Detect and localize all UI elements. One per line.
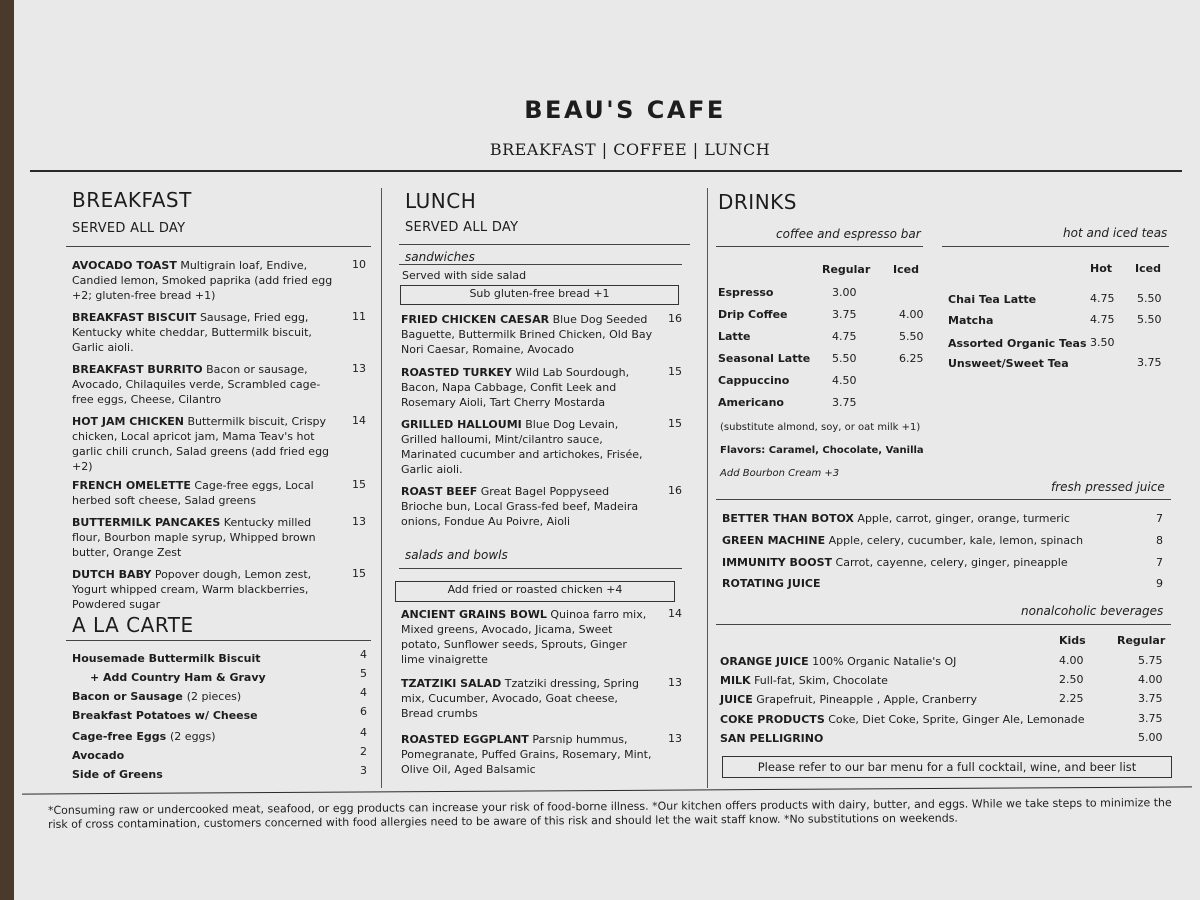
item-note: (2 eggs)	[170, 730, 216, 743]
item-name: TZATZIKI SALAD	[401, 677, 502, 690]
salads-rule	[399, 568, 682, 569]
chicken-box: Add fried or roasted chicken +4	[395, 581, 675, 602]
item-price: 16	[668, 312, 682, 325]
item-price: 14	[668, 607, 682, 620]
item-price: 13	[668, 676, 682, 689]
sandwiches-item	[401, 312, 653, 357]
item-desc: Apple, celery, cucumber, kale, lemon, spinach	[828, 534, 1084, 547]
na-regular: 5.75	[1138, 654, 1163, 667]
item-price: 13	[352, 515, 366, 528]
item-name: BREAKFAST BURRITO	[72, 363, 203, 376]
juice-item	[722, 555, 1068, 570]
alacarte-item	[72, 767, 163, 782]
sandwiches-note: Served with side salad	[402, 269, 527, 282]
item-price: 11	[352, 310, 366, 323]
juice-item	[722, 576, 821, 591]
item-desc: Cage-free eggs, Local herbed soft cheese, Salad greens	[72, 479, 314, 507]
item-price: 7	[1156, 512, 1163, 525]
item-name: Cage-free Eggs	[72, 730, 167, 743]
na-kids: 2.25	[1059, 692, 1084, 705]
item-price: 16	[668, 484, 682, 497]
na-label: nonalcoholic beverages	[1021, 604, 1164, 618]
breakfast-heading: BREAKFAST	[72, 188, 192, 212]
na-item	[720, 654, 956, 669]
sandwiches-rule	[399, 264, 682, 265]
coffee-name: Seasonal Latte	[718, 352, 811, 365]
item-desc: Great Bagel Poppyseed Brioche bun, Local Grass-fed beef, Madeira onions, Fondue Au Poivre, Aioli	[401, 485, 639, 528]
coffee-name: Americano	[718, 396, 784, 409]
item-price: 15	[352, 478, 366, 491]
breakfast-item	[72, 310, 340, 355]
coffee-regular: 3.75	[832, 308, 857, 321]
item-price: 15	[352, 567, 366, 580]
tea-hot: 4.75	[1090, 292, 1115, 305]
item-name: ROTATING JUICE	[722, 577, 821, 590]
item-desc: Sausage, Fried egg, Kentucky white cheddar, Buttermilk biscuit, Garlic aioli.	[72, 311, 312, 354]
coffee-col-regular: Regular	[822, 263, 871, 276]
coffee-regular: 4.75	[832, 330, 857, 343]
juice-item	[722, 511, 1070, 526]
milk-note: (substitute almond, soy, or oat milk +1)	[720, 422, 921, 433]
breakfast-rule	[66, 246, 371, 247]
juice-item	[722, 533, 1083, 548]
item-price: 4	[360, 648, 367, 661]
item-name: AVOCADO TOAST	[72, 259, 177, 272]
item-desc: Carrot, cayenne, celery, ginger, pineapple	[835, 556, 1068, 569]
bar-menu-box: Please refer to our bar menu for a full cocktail, wine, and beer list	[722, 756, 1172, 778]
item-name: SAN PELLIGRINO	[720, 732, 824, 745]
item-name: Side of Greens	[72, 768, 163, 781]
item-name: BUTTERMILK PANCAKES	[72, 516, 221, 529]
salads-item	[401, 676, 653, 721]
item-price: 10	[352, 258, 366, 271]
tea-name: Matcha	[948, 314, 994, 327]
item-desc: Multigrain loaf, Endive, Candied lemon, Smoked paprika (add fried egg +2; gluten-free bread +1)	[72, 259, 333, 302]
breakfast-item	[72, 414, 340, 474]
item-price: 13	[352, 362, 366, 375]
coffee-iced: 4.00	[899, 308, 924, 321]
lunch-rule	[399, 244, 690, 245]
item-price: 13	[668, 732, 682, 745]
sandwiches-item	[401, 365, 653, 410]
item-desc: Apple, carrot, ginger, orange, turmeric	[857, 512, 1070, 525]
item-name: GRILLED HALLOUMI	[401, 418, 522, 431]
item-name: ROASTED EGGPLANT	[401, 733, 529, 746]
juice-label: fresh pressed juice	[1051, 480, 1165, 494]
na-regular: 5.00	[1138, 731, 1163, 744]
coffee-col-iced: Iced	[893, 263, 919, 276]
breakfast-item	[72, 478, 340, 508]
juice-rule	[716, 499, 1171, 500]
item-name: HOT JAM CHICKEN	[72, 415, 184, 428]
salads-label: salads and bowls	[405, 548, 508, 562]
item-desc: Popover dough, Lemon zest, Yogurt whipped cream, Warm blackberries, Powdered sugar	[72, 568, 312, 611]
item-desc: Kentucky milled flour, Bourbon maple syrup, Whipped brown butter, Orange Zest	[72, 516, 316, 559]
coffee-name: Espresso	[718, 286, 774, 299]
item-price: 6	[360, 705, 367, 718]
item-name: Bacon or Sausage	[72, 690, 183, 703]
na-item	[720, 712, 1085, 727]
item-name: Breakfast Potatoes w/ Cheese	[72, 709, 258, 722]
na-regular: 4.00	[1138, 673, 1163, 686]
item-name: GREEN MACHINE	[722, 534, 826, 547]
item-name: ROASTED TURKEY	[401, 366, 512, 379]
item-price: 3	[360, 764, 367, 777]
na-kids: 4.00	[1059, 654, 1084, 667]
item-name: COKE PRODUCTS	[720, 713, 825, 726]
tea-col-hot: Hot	[1090, 262, 1113, 275]
item-price: 4	[360, 686, 367, 699]
item-desc: 100% Organic Natalie's OJ	[812, 655, 957, 668]
alacarte-item	[90, 670, 266, 685]
tea-hot: 3.50	[1090, 336, 1115, 349]
item-name: DUTCH BABY	[72, 568, 152, 581]
item-desc: Full-fat, Skim, Chocolate	[754, 674, 888, 687]
coffee-iced: 6.25	[899, 352, 924, 365]
gf-box: Sub gluten-free bread +1	[400, 285, 679, 305]
tea-name: Assorted Organic Teas	[948, 337, 1087, 350]
item-desc: Blue Dog Levain, Grilled halloumi, Mint/cilantro sauce, Marinated cucumber and artichokes, Frisée, Garlic aioli.	[401, 418, 643, 476]
na-rule	[716, 624, 1171, 625]
item-price: 5	[360, 667, 367, 680]
item-name: FRENCH OMELETTE	[72, 479, 191, 492]
alacarte-item	[72, 689, 241, 704]
item-name: Housemade Buttermilk Biscuit	[72, 652, 261, 665]
drinks-heading: DRINKS	[718, 190, 797, 214]
item-desc: Coke, Diet Coke, Sprite, Ginger Ale, Lemonade	[828, 713, 1085, 726]
na-item	[720, 673, 888, 688]
column-divider-2	[707, 188, 708, 788]
item-price: 8	[1156, 534, 1163, 547]
na-item	[720, 692, 977, 707]
coffee-iced: 5.50	[899, 330, 924, 343]
breakfast-served: SERVED ALL DAY	[72, 221, 186, 236]
item-price: 15	[668, 417, 682, 430]
item-desc: Parsnip hummus, Pomegranate, Puffed Grains, Rosemary, Mint, Olive Oil, Aged Balsamic	[401, 733, 652, 776]
item-name: FRIED CHICKEN CAESAR	[401, 313, 550, 326]
na-kids: 2.50	[1059, 673, 1084, 686]
item-note: (2 pieces)	[186, 690, 242, 703]
tea-label: hot and iced teas	[1063, 226, 1168, 240]
item-price: 2	[360, 745, 367, 758]
breakfast-item	[72, 362, 340, 407]
item-name: JUICE	[720, 693, 753, 706]
header-divider	[30, 170, 1182, 172]
coffee-regular: 3.75	[832, 396, 857, 409]
coffee-name: Cappuccino	[718, 374, 790, 387]
item-price: 14	[352, 414, 366, 427]
item-name: + Add Country Ham & Gravy	[90, 671, 266, 684]
coffee-label: coffee and espresso bar	[776, 227, 921, 241]
sandwiches-label: sandwiches	[405, 250, 475, 264]
item-price: 4	[360, 726, 367, 739]
alacarte-heading: A LA CARTE	[72, 613, 194, 637]
item-name: MILK	[720, 674, 751, 687]
alacarte-item	[72, 729, 216, 744]
coffee-rule	[716, 246, 923, 247]
item-name: ORANGE JUICE	[720, 655, 809, 668]
tea-iced: 5.50	[1137, 313, 1162, 326]
item-desc: Grapefruit, Pineapple , Apple, Cranberry	[756, 693, 978, 706]
tea-rule	[942, 246, 1169, 247]
breakfast-item	[72, 258, 340, 303]
salads-item	[401, 732, 653, 777]
coffee-regular: 4.50	[832, 374, 857, 387]
item-name: ANCIENT GRAINS BOWL	[401, 608, 547, 621]
item-name: ROAST BEEF	[401, 485, 478, 498]
column-divider-1	[381, 188, 382, 788]
coffee-name: Drip Coffee	[718, 308, 788, 321]
na-col-kids: Kids	[1059, 634, 1086, 647]
tea-col-iced: Iced	[1135, 262, 1161, 275]
flavors-note: Flavors: Caramel, Chocolate, Vanilla	[720, 445, 924, 456]
coffee-name: Latte	[718, 330, 751, 343]
item-desc: Tzatziki dressing, Spring mix, Cucumber, Avocado, Goat cheese, Bread crumbs	[401, 677, 640, 720]
item-price: 9	[1156, 577, 1163, 590]
bourbon-note: Add Bourbon Cream +3	[720, 468, 840, 479]
alacarte-item	[72, 748, 124, 763]
item-desc: Blue Dog Seeded Baguette, Buttermilk Brined Chicken, Old Bay Nori Caesar, Romaine, Avocado	[401, 313, 653, 356]
sandwiches-item	[401, 484, 653, 529]
na-regular: 3.75	[1138, 712, 1163, 725]
tea-name: Unsweet/Sweet Tea	[948, 357, 1069, 370]
item-price: 7	[1156, 556, 1163, 569]
tea-iced: 3.75	[1137, 356, 1162, 369]
item-name: BETTER THAN BOTOX	[722, 512, 854, 525]
item-name: BREAKFAST BISCUIT	[72, 311, 197, 324]
breakfast-item	[72, 567, 340, 612]
lunch-served: SERVED ALL DAY	[405, 220, 519, 235]
item-desc: Quinoa farro mix, Mixed greens, Avocado, Jicama, Sweet potato, Sunflower seeds, Sprouts, Ginger lime vinaigrette	[401, 608, 647, 666]
item-name: IMMUNITY BOOST	[722, 556, 833, 569]
alacarte-item	[72, 651, 261, 666]
salads-item	[401, 607, 653, 667]
item-desc: Bacon or sausage, Avocado, Chilaquiles verde, Scrambled cage-free eggs, Cheese, Cilantro	[72, 363, 321, 406]
coffee-regular: 3.00	[832, 286, 857, 299]
tea-name: Chai Tea Latte	[948, 293, 1037, 306]
na-regular: 3.75	[1138, 692, 1163, 705]
item-name: Avocado	[72, 749, 125, 762]
tea-hot: 4.75	[1090, 313, 1115, 326]
na-item	[720, 731, 823, 746]
item-desc: Buttermilk biscuit, Crispy chicken, Local apricot jam, Mama Teav's hot garlic chili crunch, Salad greens (add fried egg +2)	[72, 415, 330, 473]
item-price: 15	[668, 365, 682, 378]
alacarte-rule	[66, 640, 371, 641]
na-col-regular: Regular	[1117, 634, 1166, 647]
item-desc: Wild Lab Sourdough, Bacon, Napa Cabbage, Confit Leek and Rosemary Aioli, Tart Cherry Mostarda	[401, 366, 630, 409]
breakfast-item	[72, 515, 340, 560]
tea-iced: 5.50	[1137, 292, 1162, 305]
coffee-regular: 5.50	[832, 352, 857, 365]
allergy-footer: *Consuming raw or undercooked meat, seafood, or egg products can increase your risk of food-borne illness. *Our kitchen offers products with dairy, butter, and eggs. While we take steps to minimize the risk of cross contamination, customers concerned with food allergies need to be aware of this risk and should let the wait staff know. *No substitutions on weekends.	[47, 796, 1172, 831]
sandwiches-item	[401, 417, 653, 477]
lunch-heading: LUNCH	[405, 189, 477, 213]
cafe-subtitle: BREAKFAST | COFFEE | LUNCH	[489, 140, 771, 159]
alacarte-item	[72, 708, 258, 723]
cafe-title: BEAU'S CAFE	[524, 96, 726, 124]
